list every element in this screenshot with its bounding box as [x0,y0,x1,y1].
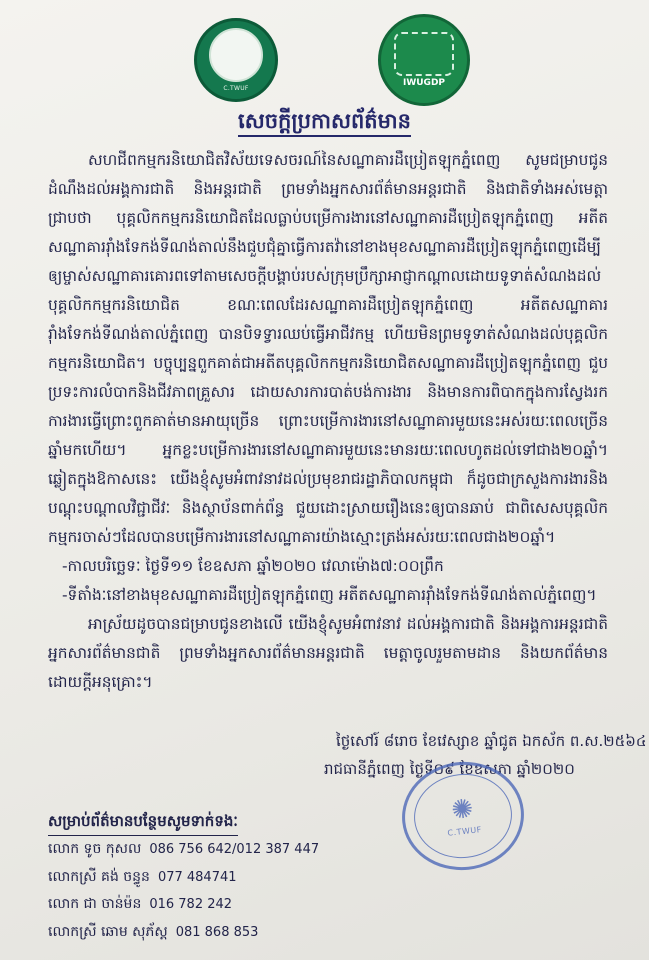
contact-item [48,919,388,947]
contact-item [48,891,388,919]
lunar-date: ថ្ងៃសៅរ៍ ៨រោច ខែវេស្សាខ ឆ្នាំជូត ឯកស័ក ព.ស.២៥៦៤ [336,732,647,750]
contact-phone: 077 484741 [157,869,237,885]
seal-text: C.TWUF [446,824,483,838]
contact-name: លោកស្រី គង់ ចន្ធូន [48,868,150,885]
contact-name: លោក ជា ចាន់ម៉ន [48,896,142,912]
contact-phone: 016 782 242 [149,897,233,912]
ctwu-logo-text: C.TWUF [223,85,249,92]
seal-ring [410,769,516,863]
contact-phone: 086 756 642/012 387 447 [149,842,320,857]
iwugdp-logo [378,14,470,106]
paragraph-intro: សហជីពកម្មករនិយោជិតវិស័យទេសចរណ៍នៃសណ្ឋាគារដឺប្រៀតឡុកភ្នំពេញ សូមជម្រាបជូនដំណឹងដល់អង្គការជាតិ និងអន្តរជាតិ ព្រមទាំងអ្នកសារព័ត៌មានអន្តរជាតិ និងជាតិទាំងអស់មេត្តាជ្រាបថា បុគ្គលិកកម្មករនិយោជិតដែលធ្លាប់បម្រើការងារនៅសណ្ឋាគារដឺប្រៀតឡុកភ្នំពេញ អតីតសណ្ឋាគាររ៉ាំងទែកង់ទីណង់តាល់នឹងជួបជុំគ្នាធ្វើការតវ៉ានៅខាងមុខសណ្ឋាគារដឺប្រៀតឡុកភ្នំពេញដើម្បី ឲ្យម្ចាស់សណ្ឋាគារគោរពទៅតាមសេចក្តីបង្គាប់របស់ក្រុមប្រឹក្សាអាជ្ញាកណ្តាលដោយទូទាត់សំណងដល់បុគ្គលិកកម្មករនិយោជិត ខណៈពេលដែរសណ្ឋាគារដឺប្រៀតឡុកភ្នំពេញ អតីតសណ្ឋាគាររ៉ាំងទែកង់ទីណង់តាល់ភ្នំពេញ បានបិទទ្វារឈប់ធ្វើអាជីវកម្ម ហើយមិនព្រមទូទាត់សំណងដល់បុគ្គលិកកម្មករនិយោជិត។ បច្ចុប្បន្នពួកគាត់ជាអតីតបុគ្គលិកកម្មករនិយោជិតសណ្ឋាគារដឺប្រៀតឡុកភ្នំពេញ ជួបប្រទះការលំបាកនិងជីវភាពគ្រួសារ ដោយសារការបាត់បង់ការងារ និងមានការពិបាកក្នុងការស្វែងរកការងារធ្វើព្រោះពួកគាត់មានអាយុច្រើន ព្រោះបម្រើការងារនៅសណ្ឋាគារមួយនេះអស់រយៈពេលច្រើនឆ្នាំមកហើយ។ អ្នកខ្លះបម្រើការងារនៅសណ្ឋាគារមួយនេះមានរយៈពេលហូតដល់ទៅជាង២០ឆ្នាំ។ ឆ្លៀតក្នុងឱកាសនេះ យើងខ្ញុំសូមអំពាវនាវដល់ប្រមុខរាជរដ្ឋាភិបាលកម្ពុជា ក៏ដូចជាក្រសួងការងារនិងបណ្តុះបណ្តាលវិជ្ជាជីវៈ និងស្ថាប័នពាក់ព័ន្ធ ជួយដោះស្រាយរឿងនេះឲ្យបានឆាប់ ជាពិសេសបុគ្គលិកកម្មករចាស់ៗដែលបានបម្រើការងារនៅសណ្ឋាគារយ៉ាងស្មោះត្រង់អស់រយៈពេលជាង២០ឆ្នាំ។ [48,151,608,546]
contact-name: លោកស្រី ឆោម សុភ័ស្ត [48,923,168,940]
page-title [0,108,649,139]
event-time: -កាលបរិច្ឆេទៈ ថ្ងៃទី១១ ខែឧសភា ឆ្នាំ២០២០ វេលាម៉ោង៧:០០ព្រឹក [62,557,444,575]
contact-phone: 081 868 853 [175,924,259,940]
seal-emblem-icon: ✺ [449,793,475,826]
contact-item [48,836,388,864]
people-emblem-icon [209,28,263,82]
contact-name: លោក ទូច កុសល [48,841,142,857]
event-location: -ទីតាំងៈនៅខាងមុខសណ្ឋាគារដឺប្រៀតឡុកភ្នំពេញ អតីតសណ្ឋាគាររ៉ាំងទែកង់ទីណង់តាល់ភ្នំពេញ។ [62,586,597,604]
ctwu-logo [194,18,278,102]
emblem-icon [394,32,454,76]
contact-heading: សម្រាប់ព័ត៌មានបន្ថែមសូមទាក់ទងៈ [48,812,238,836]
place-date: រាជធានីភ្នំពេញ ថ្ងៃទី០៩ ខែឧសភា ឆ្នាំ២០២០ [324,760,575,778]
title-text: សេចក្តីប្រកាសព័ត៌មាន [238,109,411,137]
announcement-body [48,146,608,697]
contact-item [48,864,388,892]
contact-list [48,836,388,946]
paragraph-closing: អាស្រ័យដូចបានជម្រាបជូនខាងលើ យើងខ្ញុំសូមអំពាវនាវ ដល់អង្គការជាតិ និងអង្គការអន្តរជាតិ អ្នកសារព័ត៌មានជាតិ ព្រមទាំងអ្នកសារព័ត៌មានអន្តរជាតិ មេត្តាចូលរួមតាមដាន និងយកព័ត៌មានដោយក្តីអនុគ្រោះ។ [48,615,608,691]
iwugdp-logo-text: IWUGDP [402,78,446,88]
